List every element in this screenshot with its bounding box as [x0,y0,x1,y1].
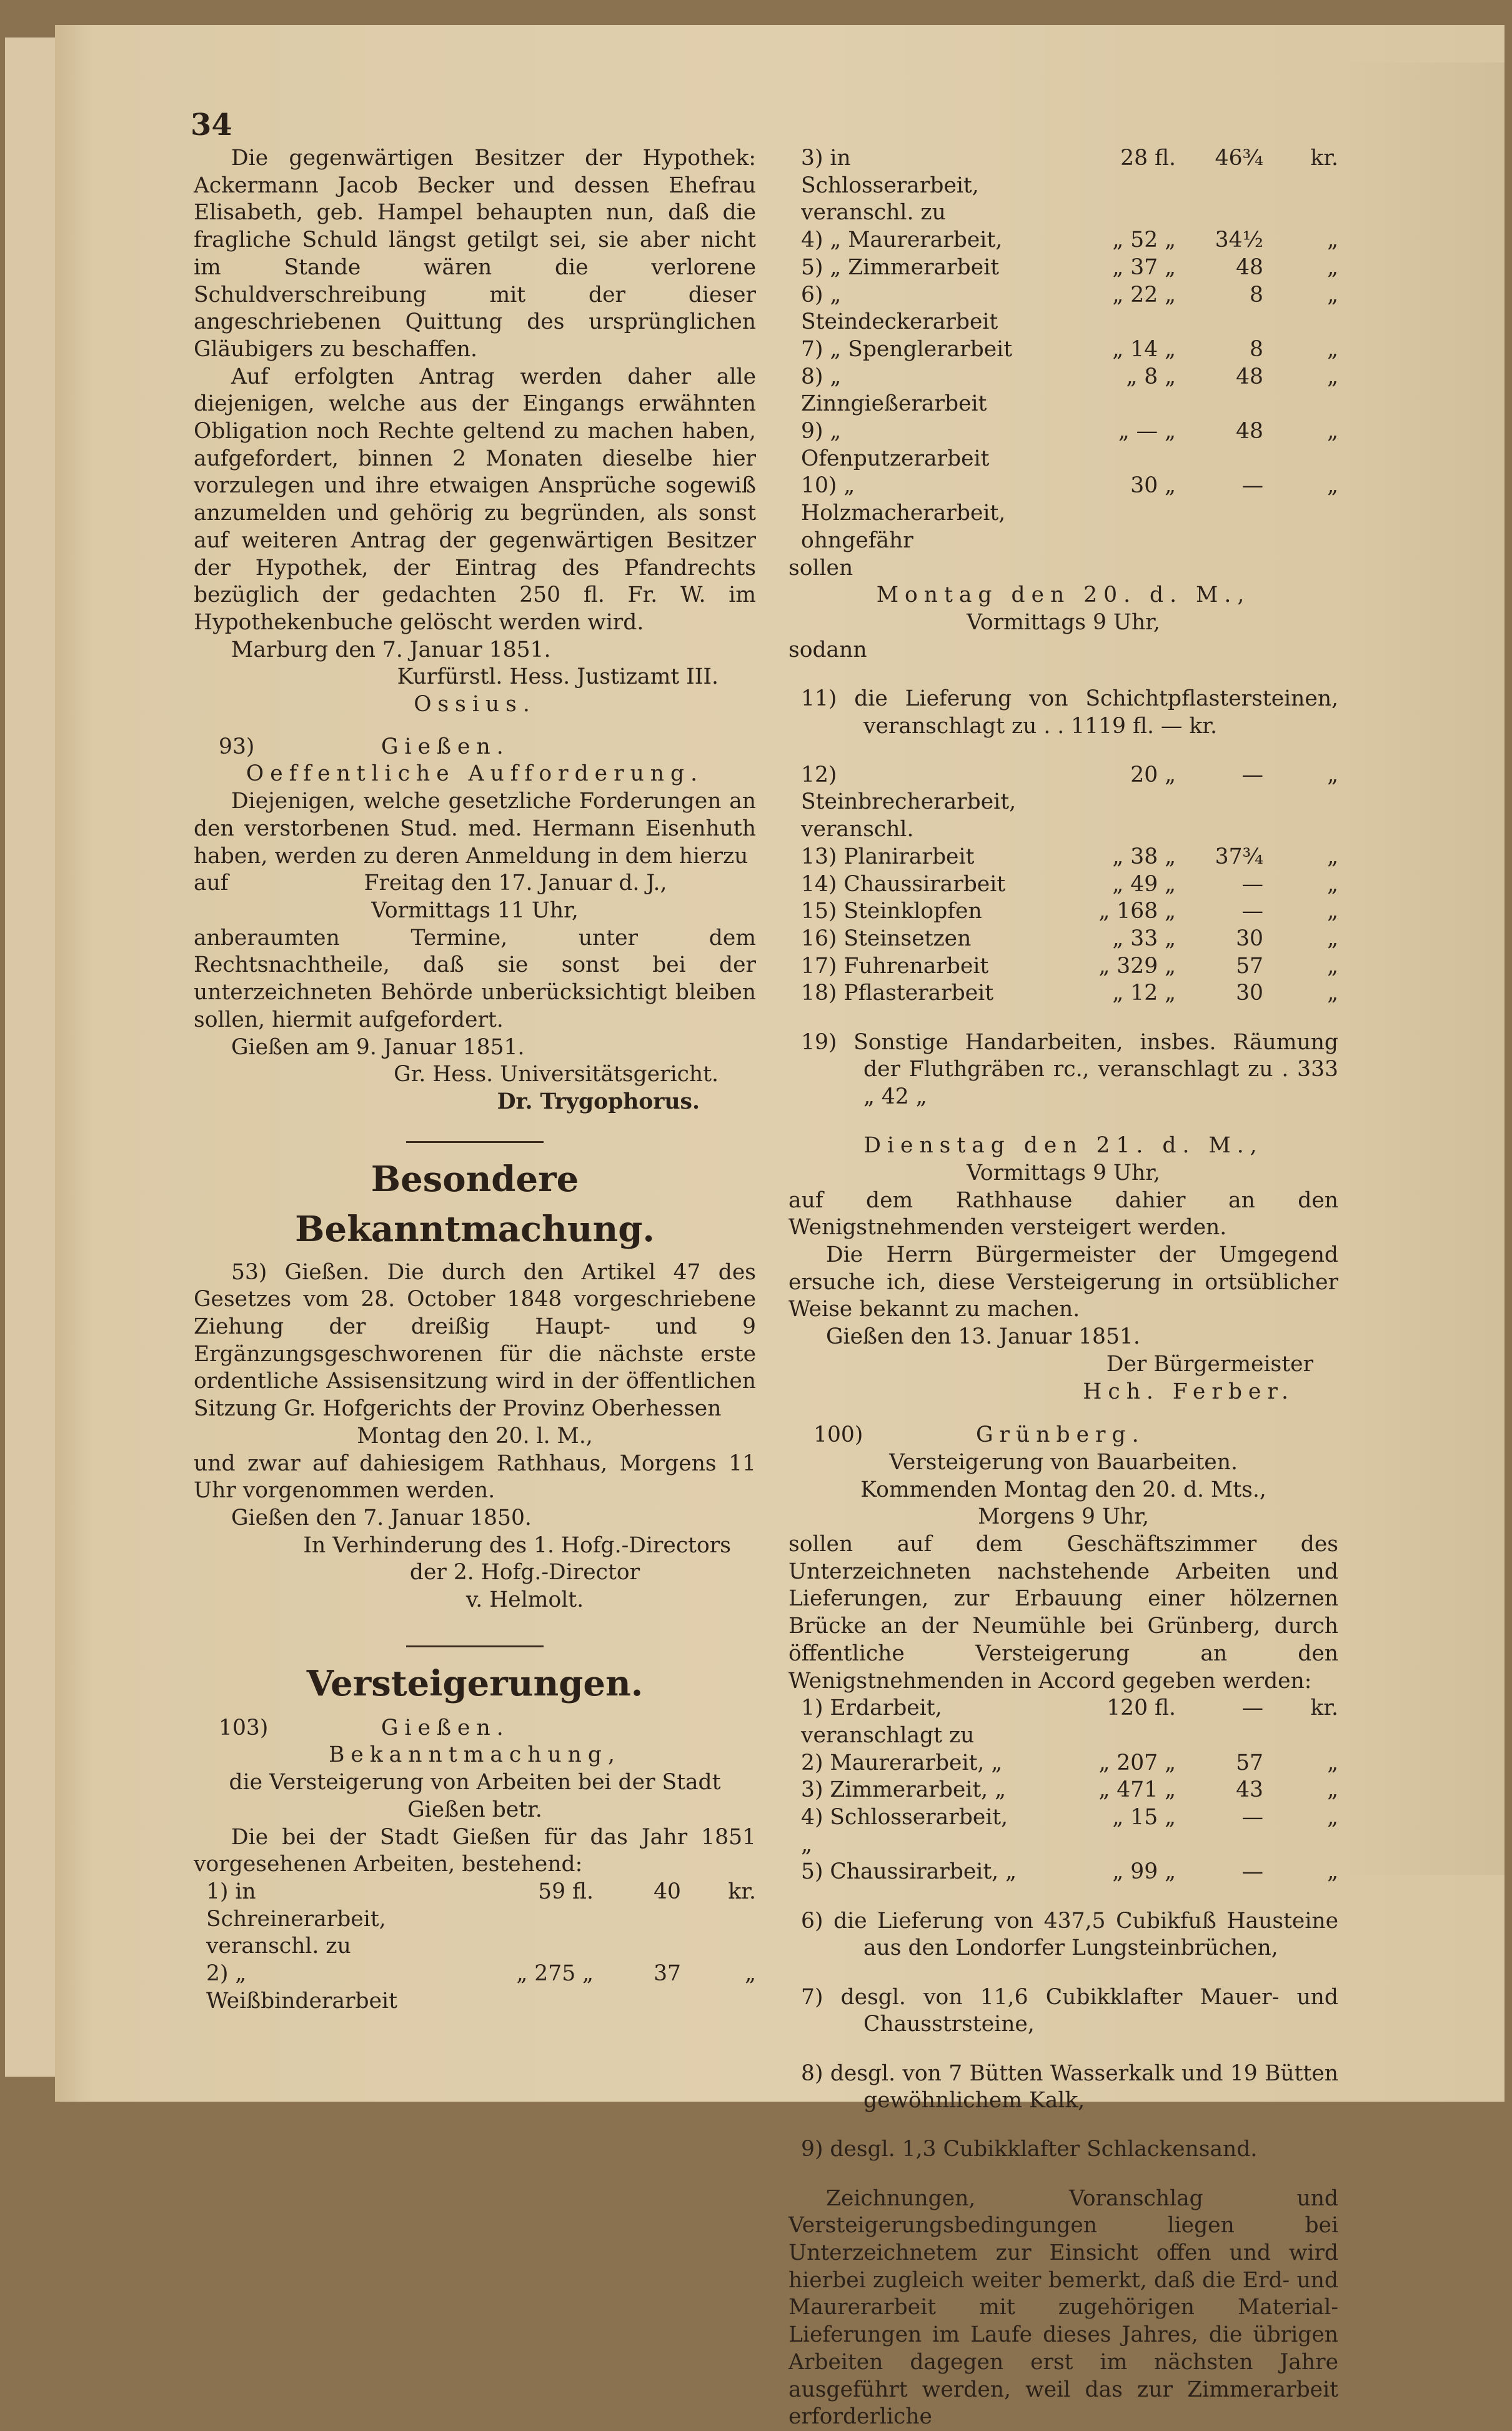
notice-place: Grünberg. [976,1422,1145,1448]
list-item: 5) Chaussirarbeit, „ „ 99 „ — „ [801,1859,1338,1885]
notice-office: Gr. Hess. Universitätsgericht. [394,1062,719,1087]
notice-date: Gießen am 9. Januar 1851. [231,1034,525,1060]
list-item: 15) Steinklopfen „ 168 „ — „ [801,899,1338,924]
list-item: 7) desgl. von 11,6 Cubikklafter Mauer- und Chausstrsteine, [801,1984,1338,2037]
list-item: 6) die Lieferung von 437,5 Cubikfuß Hausteine aus den Londorfer Lungsteinbrüchen, [801,1908,1338,1961]
list-item: 6) „ Steindeckerarbeit „ 22 „ 8 „ [801,282,1338,335]
notice-title: Bekanntmachung, [329,1742,621,1768]
notice-body: Diejenigen, welche gesetzliche Forderungen an den verstorbenen Stud. med. Hermann Eisenhuth haben, werden zu deren Anmeldung in dem hierzu [194,789,756,869]
notice-signature: der 2. Hofg.-Director [409,1560,640,1585]
list-item: 8) „ Zinngießerarbeit „ 8 „ 48 „ [801,364,1338,417]
list-item: 10) „ Holzmacherarbeit, ohngefähr 30 „ — „ [801,473,1338,553]
notice-day-row [194,870,756,897]
cost-list [194,1879,756,2015]
notice-100-header [788,1422,1338,1449]
list-item: 7) „ Spenglerarbeit „ 14 „ 8 „ [801,336,1338,362]
auction-time: Vormittags 9 Uhr, [967,609,1160,635]
notice-body: anberaumten Termine, unter dem Rechtsnachtheile, daß sie sonst bei der unterzeichneten Behörde unberücksichtigt bleiben sollen, hiermit aufgefordert. [194,925,756,1032]
left-column [194,145,756,2015]
notice-signature: Dr. Trygophorus. [497,1089,700,1114]
date-line: Marburg den 7. Januar 1851. [231,637,551,662]
notice-date: Gießen den 7. Januar 1850. [231,1505,532,1530]
notice-day: Freitag den 17. Januar d. J., [364,871,667,896]
section-heading: Besondere Bekanntmachung. [295,1158,655,1250]
notice-place: Gießen. [381,1715,510,1740]
list-item: 1) in Schreinerarbeit, veranschl. zu 59 fl. 40 kr. [206,1879,756,1959]
notice-number: 100) [813,1422,863,1448]
notice-day: Kommenden Montag den 20. d. Mts., [860,1477,1266,1502]
notice-day: Montag den 20. l. M., [357,1423,593,1449]
paragraph-body: Auf erfolgten Antrag werden daher alle diejenigen, welche aus der Eingangs erwähnten Obligation noch Rechte geltend zu machen haben, aufgefordert, binnen 2 Monaten dieselbe hier vorzulegen und ihre etwaigen Ansprüche sogewiß anzumelden und gehörig zu begründen, als sonst auf weiteren Antrag der gegenwärtigen Besitzer der Hypothek, der Eintrag des Pfandrechts bezüglich der gedachten 250 fl. Fr. W. im Hypothekenbuche gelöscht werden wird. [194,364,756,635]
notice-time: Vormittags 11 Uhr, [371,897,579,923]
notice-body: 53) Gießen. Die durch den Artikel 47 des Gesetzes vom 28. October 1848 vorgeschriebene Ziehung der dreißig Haupt- und 9 Ergänzungsgeschworenen für die nächste erste ordentliche Assisensitzung wird in der öffentlichen Sitzung Gr. Hofgerichts der Provinz Oberhessen [194,1259,756,1422]
auction-day: Dienstag den 21. d. M., [863,1133,1263,1159]
list-item: 8) desgl. von 7 Bütten Wasserkalk und 19 Bütten gewöhnlichem Kalk, [801,2060,1338,2114]
page-number: 34 [191,107,232,142]
notice-number: 103) [219,1715,269,1740]
divider [406,1645,544,1647]
auction-day: Montag den 20. d. M., [876,582,1251,608]
notice-body: und zwar auf dahiesigem Rathhaus, Morgens 11 Uhr vorgenommen werden. [194,1450,756,1504]
text-sollen: sollen [788,555,853,581]
list-item: 9) desgl. 1,3 Cubikklafter Schlackensand. [801,2137,1258,2162]
divider [406,1141,544,1143]
bleed-through [1342,62,1505,1875]
notice-103-header [194,1715,756,1742]
section-heading: Versteigerungen. [306,1662,644,1704]
right-column [788,145,1338,2431]
signature-name: Hch. Ferber. [1083,1379,1295,1404]
paragraph-body: auf dem Rathhause dahier an den Wenigstnehmenden versteigert werden. [788,1187,1338,1240]
list-item: 14) Chaussirarbeit „ 49 „ — „ [801,871,1338,897]
notice-title: Versteigerung von Bauarbeiten. [889,1449,1238,1475]
notice-signature: v. Helmolt. [465,1587,584,1613]
list-item: 19) Sonstige Handarbeiten, insbes. Räumung der Fluthgräben rc., veranschlagt zu . 333 „ 42 „ [801,1029,1338,1109]
list-item: 11) die Lieferung von Schichtpflastersteinen, veranschlagt zu . . 1119 fl. — kr. [801,686,1338,739]
notice-place: Gießen. [381,734,510,759]
list-item: 4) Schlosserarbeit, „ „ 15 „ — „ [801,1805,1338,1857]
list-item: 4) „ Maurerarbeit, „ 52 „ 34½ „ [801,227,1338,253]
notice-auf: auf [194,871,229,896]
cost-list [788,145,1338,555]
list-item: 12) Steinbrecherarbeit, veranschl. 20 „ — „ [801,762,1338,842]
notice-93-header [194,734,756,761]
auction-time: Vormittags 9 Uhr, [967,1160,1160,1186]
list-item: 3) Zimmerarbeit, „ „ 471 „ 43 „ [801,1777,1338,1803]
notice-number: 93) [219,734,255,759]
date-line: Gießen den 13. Januar 1851. [826,1324,1140,1350]
notice-body: Die bei der Stadt Gießen für das Jahr 1851 vorgesehenen Arbeiten, bestehend: [194,1824,756,1877]
list-item: 16) Steinsetzen „ 33 „ 30 „ [801,926,1338,951]
list-item: 13) Planirarbeit „ 38 „ 37¾ „ [801,844,1338,869]
list-item: 5) „ Zimmerarbeit „ 37 „ 48 „ [801,254,1338,280]
notice-title: Oeffentliche Aufforderung. [246,761,704,787]
list-item: 3) in Schlosserarbeit, veranschl. zu 28 fl. 46¾ kr. [801,146,1338,226]
paragraph-body: Die Herrn Bürgermeister der Umgegend ersuche ich, diese Versteigerung in ortsüblicher Weise bekannt zu machen. [788,1242,1338,1322]
notice-time: Morgens 9 Uhr, [978,1504,1149,1530]
list-item: 2) „ Weißbinderarbeit „ 275 „ 37 „ [206,1961,756,2014]
cost-list [788,762,1338,1007]
list-item: 18) Pflasterarbeit „ 12 „ 30 „ [801,981,1338,1006]
signature-title: Der Bürgermeister [1106,1351,1313,1377]
signature-name: Ossius. [414,692,536,717]
notice-subtitle: die Versteigerung von Arbeiten bei der Stadt Gießen betr. [229,1770,721,1822]
list-item: 2) Maurerarbeit, „ „ 207 „ 57 „ [801,1750,1338,1775]
list-item: 9) „ Ofenputzerarbeit „ — „ 48 „ [801,419,1338,471]
cost-list [788,1695,1338,1886]
notice-signature: In Verhinderung des 1. Hofg.-Directors [303,1532,731,1558]
paragraph-intro: Die gegenwärtigen Besitzer der Hypothek: Ackermann Jacob Becker und dessen Ehefrau Elisabeth, geb. Hampel behaupten nun, daß die fragliche Schuld längst getilgt sei, sie aber nicht im Stande wären die verlorene Schuldverschreibung mit der dieser angeschriebenen Quittung des ursprünglichen Gläubigers zu beschaffen. [194,146,756,362]
text-sodann: sodann [788,637,867,662]
paragraph-body: Zeichnungen, Voranschlag und Versteigerungsbedingungen liegen bei Unterzeichnetem zur Einsicht offen und wird hierbei zugleich weiter bemerkt, daß die Erd- und Maurerarbeit mit zugehörigen Material-Lieferungen im Laufe dieses Jahres, die übrigen Arbeiten dagegen erst im nächsten Jahre ausgeführt werden, weil das zur Zimmerarbeit erforderliche [788,2185,1338,2430]
office-line: Kurfürstl. Hess. Justizamt III. [397,664,719,690]
list-item: 17) Fuhrenarbeit „ 329 „ 57 „ [801,953,1338,979]
list-item: 1) Erdarbeit, veranschlagt zu 120 fl. — kr. [801,1695,1338,1748]
notice-body: sollen auf dem Geschäftszimmer des Unterzeichneten nachstehende Arbeiten und Lieferungen, zur Erbauung einer hölzernen Brücke an der Neumühle bei Grünberg, durch öffentliche Versteigerung an den Wenigstnehmenden in Accord gegeben werden: [788,1532,1338,1694]
